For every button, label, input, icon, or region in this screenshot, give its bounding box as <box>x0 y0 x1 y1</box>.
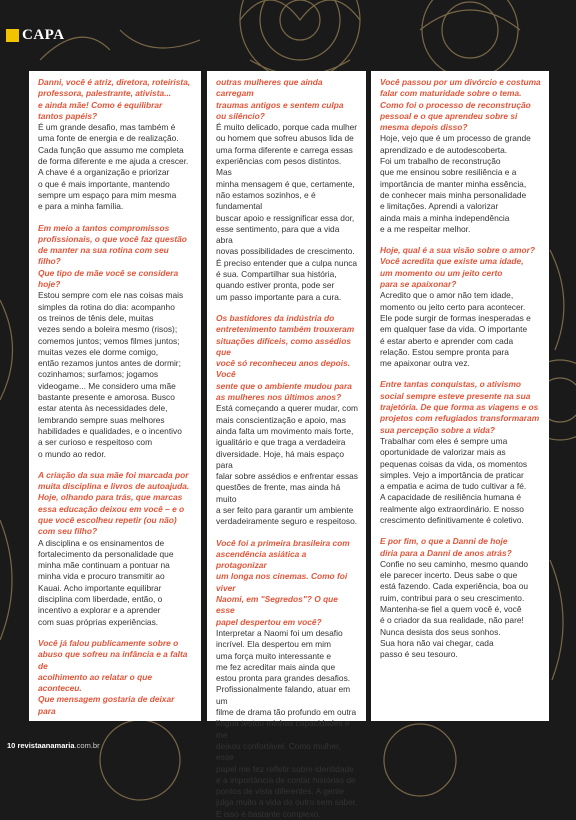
question-text: A criação da sua mãe foi marcada por muita disciplina e livros de autoajuda. Hoje, olhando para trás, que marcas essa educação deixou em você – e o que você escolheu repetir (ou não) com seu filho? <box>38 469 190 537</box>
answer-text: É um grande desafio, mas também é uma fonte de energia e de realização. Cada função que assumo me completa de forma diferente e me ajuda a crescer. A chave é a organização e priorizar o que é mais importante, mantendo sempre um espaço para mim mesma e para a minha família. <box>38 122 189 212</box>
page-footer <box>7 741 100 750</box>
magazine-name: revistaanamaria <box>17 741 75 750</box>
question-text: Você passou por um divórcio e costuma falar com maturidade sobre o tema. Como foi o processo de reconstrução pessoal e o que aprendeu sobre si mesma depois disso? <box>380 77 541 133</box>
article-column-2 <box>207 71 366 819</box>
section-header <box>6 24 65 46</box>
answer-text: A disciplina e os ensinamentos de fortalecimento da personalidade que minha mãe continuam a pontuar na minha vida e procuro transmitir ao Kauai. Acho importante equilibrar disciplina com liberdade, então, o incentivo a explorar e a aprender com suas próprias experiências. <box>38 537 174 627</box>
article-column-3 <box>371 71 549 721</box>
question-text: Entre tantas conquistas, o ativismo social sempre esteve presente na sua trajetória. De que forma as viagens e os projetos com refugiados transformaram sua percepção sobre a vida? <box>380 379 540 435</box>
answer-text: Hoje, vejo que é um processo de grande aprendizado e de autodescoberta. Foi um trabalho de reconstrução que me ensinou sobre resiliência e a importância de manter minha essência, de conhecer mais minha personalidade e limitações. Aprendi a valorizar ainda mais a minha independência e a me respeitar melhor. <box>380 133 531 234</box>
answer-text: É muito delicado, porque cada mulher ou homem que sofreu abusos lida de uma forma diferente e carrega essas experiências com pesos distintos. Mas minha mensagem é que, certamente, não estamos sozinhos, e é fundamental buscar apoio e ressignificar essa dor, esse sentimento, para que a vida abra novas possibilidades de crescimento. É preciso entender que a culpa nunca é sua. Compartilhar sua história, quando estiver pronta, pode ser um passo importante para a cura. <box>216 122 358 302</box>
answer-text: Confie no seu caminho, mesmo quando ele parecer incerto. Deus sabe o que está fazendo. Cada experiência, boa ou ruim, contribui para o seu crescimento. Mantenha-se fiel a quem você é, você é o criador da sua realidade, não pare! Nunca desista dos seus sonhos. Sua hora não vai chegar, cada passo é seu tesouro. <box>380 558 529 660</box>
question-text: Você já falou publicamente sobre o abuso que sofreu na infância e a falta de acolhimento ao relatar o que aconteceu. Que mensagem gostaria de deixar para <box>38 637 188 716</box>
section-marker-icon <box>6 29 19 42</box>
question-text: E por fim, o que a Danni de hoje diria para a Danni de anos atrás? <box>380 536 512 558</box>
magazine-domain: .com.br <box>74 741 100 750</box>
question-text: outras mulheres que ainda carregam traumas antigos e sentem culpa ou silêncio? <box>216 77 344 121</box>
answer-text: Estou sempre com ele nas coisas mais simples da rotina do dia: acompanho os treinos de tênis dele, muitas vezes sendo a boleira mesmo (risos); comemos juntos; vemos filmes juntos; muitas vezes ele dorme comigo, então rezamos juntos antes de dormir; cozinhamos; surfamos; jogamos videogame... Me considero uma mãe bastante presente e amorosa. Busco estar atenta às necessidades dele, lembrando sempre suas melhores habilidades e qualidades, e o incentivo a ser curioso e respeitoso com o mundo ao redor. <box>38 290 184 459</box>
answer-text: Trabalhar com eles é sempre uma oportunidade de valorizar mais as pequenas coisas da vida, os momentos simples. Vejo a importância de praticar a empatia e acima de tudo cultivar a fé. A capacidade de resiliência humana é realmente algo extraordinário. E nosso crescimento definitivamente é coletivo. <box>380 435 528 525</box>
answer-text: Está começando a querer mudar, com mais conscientização e apoio, mas ainda falta um movimento mais forte, igualitário e que traga a verdadeira diversidade. Hoje, há mais espaço para falar sobre assédios e enfrentar essas questões de frente, mas ainda há muito a ser feito para garantir um ambiente verdadeiramente seguro e respeitoso. <box>216 403 358 527</box>
page-number: 10 <box>7 741 16 750</box>
question-text: Em meio a tantos compromissos profissionais, o que você faz questão de manter na sua rotina com seu filho? Que tipo de mãe você se considera hoje? <box>38 222 187 290</box>
article-column-1 <box>29 71 201 721</box>
question-text: Você foi a primeira brasileira com ascendência asiática a protagonizar um longa nos cinemas. Como foi viver Naomi, em "Segredos"? O que esse papel despertou em você? <box>216 537 350 627</box>
question-text: Hoje, qual é a sua visão sobre o amor? Você acredita que existe uma idade, um momento ou um jeito certo para se apaixonar? <box>380 245 535 290</box>
answer-text: Acredito que o amor não tem idade, momento ou jeito certo para acontecer. Ele pode surgir de formas inesperadas e em qualquer fase da vida. O importante é estar aberto e aprender com cada relação. Estou sempre pronta para me apaixonar outra vez. <box>380 290 531 369</box>
answer-text: Interpretar a Naomi foi um desafio incrível. Ela despertou em mim uma força muito interessante e me fez acreditar mais ainda que estou pronta para grandes desafios. Profissionalmente falando, atuar em um filme de drama tão profundo em outra língua testou minhas capacidades e me deixou confortável. Como mulher, esse papel me fez refletir sobre identidade e a importância de contar histórias de pontos de vista diferentes. A gente julga muito a vida do outro sem saber. E isso é bastante complexo. <box>216 627 358 819</box>
section-title: CAPA <box>22 26 65 43</box>
question-text: Danni, você é atriz, diretora, roteirista, professora, palestrante, ativista... e ainda mãe! Como é equilibrar tantos papéis? <box>38 77 191 121</box>
question-text: Os bastidores da indústria do entretenimento também trouxeram situações difíceis, como assédios que você só reconheceu anos depois. Você sente que o ambiente mudou para as mulheres nos últimos anos? <box>216 312 355 403</box>
